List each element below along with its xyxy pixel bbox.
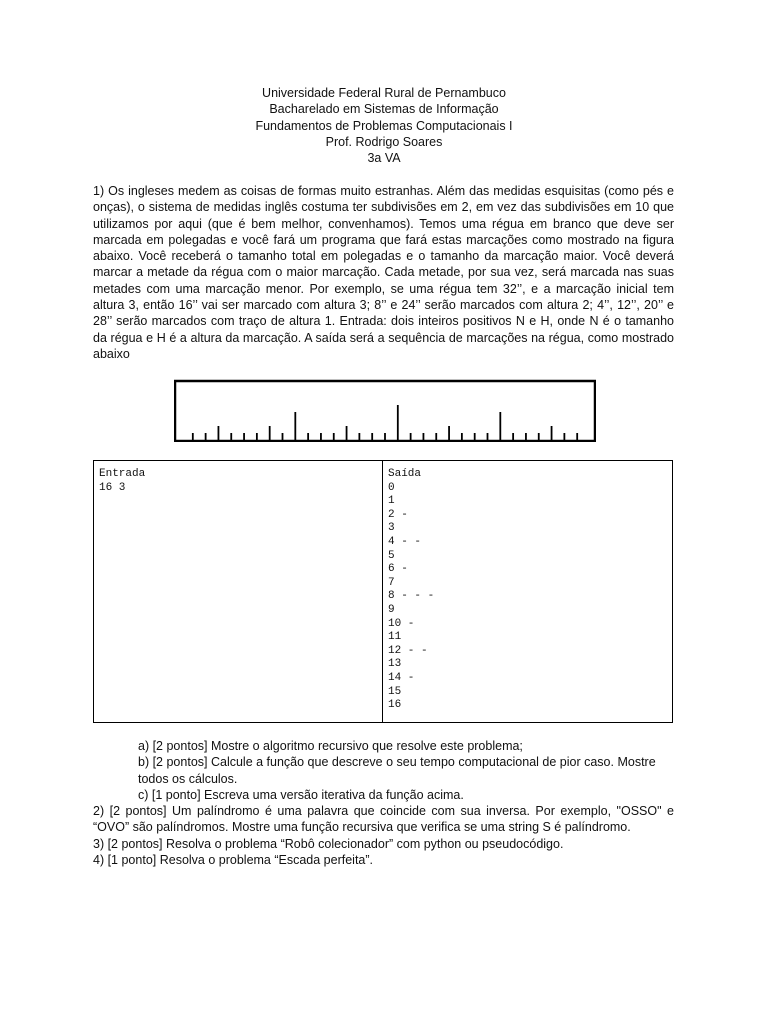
- output-line: 13: [388, 658, 402, 671]
- question-1-text: 1) Os ingleses medem as coisas de formas muito estranhas. Além das medidas esquisitas (como pés e onças), o sistema de medidas inglês costuma ter subdivisões em 2, em vez das subdivisões em 10 que utilizamos por aqui (que é bem melhor, convenhamos). Temos uma régua em branco que deve ser marcada em polegadas e você fará um programa que fará estas marcações como mostrado na figura abaixo. Você receberá o tamanho total em polegadas e o tamanho da marcação maior. Você deverá marcar a metade da régua com o maior marcação. Cada metade, por sua vez, será marcada nas suas metades com uma marcação menor. Por exemplo, se uma régua tem 32’’, e a marcação inicial tem altura 3, então 16’’ vai ser marcado com altura 3; 8’’ e 24’’ serão marcados com altura 2; 4’’, 12’’, 20’’ e 28’’ serão marcados com traço de altura 1. Entrada: dois inteiros positivos N e H, onde N é o tamanho da régua e H é a altura da marcação. A saída será a sequência de marcações na régua, como mostrado abaixo: [93, 184, 674, 361]
- output-column: [383, 461, 672, 722]
- ruler-ticks: [193, 405, 577, 440]
- output-lines: [388, 482, 667, 713]
- io-example-table: [93, 460, 673, 723]
- input-column: [94, 461, 383, 722]
- output-line: 2 -: [388, 508, 408, 521]
- output-line: 7: [388, 576, 395, 589]
- output-line: 5: [388, 549, 395, 562]
- ruler-figure: [174, 376, 596, 442]
- ruler-frame: [175, 381, 595, 441]
- output-line: 12 - -: [388, 644, 428, 657]
- output-header: Saída: [388, 468, 422, 480]
- output-line: 4 - -: [388, 535, 422, 548]
- output-line: 1: [388, 495, 395, 508]
- output-line: 11: [388, 631, 402, 644]
- output-line: 8 - - -: [388, 590, 435, 603]
- question-list: [93, 738, 674, 868]
- question-4-text: 4) [1 ponto] Resolva o problema “Escada perfeita”.: [93, 853, 374, 868]
- output-line: 9: [388, 603, 395, 616]
- document-header: [0, 85, 768, 166]
- output-line: 3: [388, 522, 395, 535]
- sub-item-b: b) [2 pontos] Calcule a função que descreve o seu tempo computacional de pior caso. Mostre todos os cálculos.: [138, 755, 656, 786]
- university-name: Universidade Federal Rural de Pernambuco: [262, 86, 506, 100]
- exam-title: 3a VA: [367, 151, 401, 166]
- output-line: 0: [388, 481, 395, 494]
- output-line: 16: [388, 699, 402, 712]
- sub-item-a: a) [2 pontos] Mostre o algoritmo recursivo que resolve este problema;: [138, 739, 523, 753]
- output-line: 15: [388, 685, 402, 698]
- input-value: 16 3: [99, 481, 126, 494]
- subject-name: Fundamentos de Problemas Computacionais I: [255, 118, 513, 133]
- output-line: 6 -: [388, 563, 408, 576]
- sub-item-c: c) [1 ponto] Escreva uma versão iterativa da função acima.: [138, 787, 464, 802]
- question-3-text: 3) [2 pontos] Resolva o problema “Robô colecionador” com python ou pseudocódigo.: [93, 836, 564, 851]
- input-header: Entrada: [99, 468, 146, 480]
- professor-name: Prof. Rodrigo Soares: [325, 134, 443, 149]
- question-2-text: 2) [2 pontos] Um palíndromo é uma palavra que coincide com sua inversa. Por exemplo, "OSSO" e “OVO” são palíndromos. Mostre uma função recursiva que verifica se uma string S é palíndromo.: [93, 804, 674, 835]
- output-line: 14 -: [388, 671, 415, 684]
- output-line: 10 -: [388, 617, 415, 630]
- course-name: Bacharelado em Sistemas de Informação: [269, 102, 499, 117]
